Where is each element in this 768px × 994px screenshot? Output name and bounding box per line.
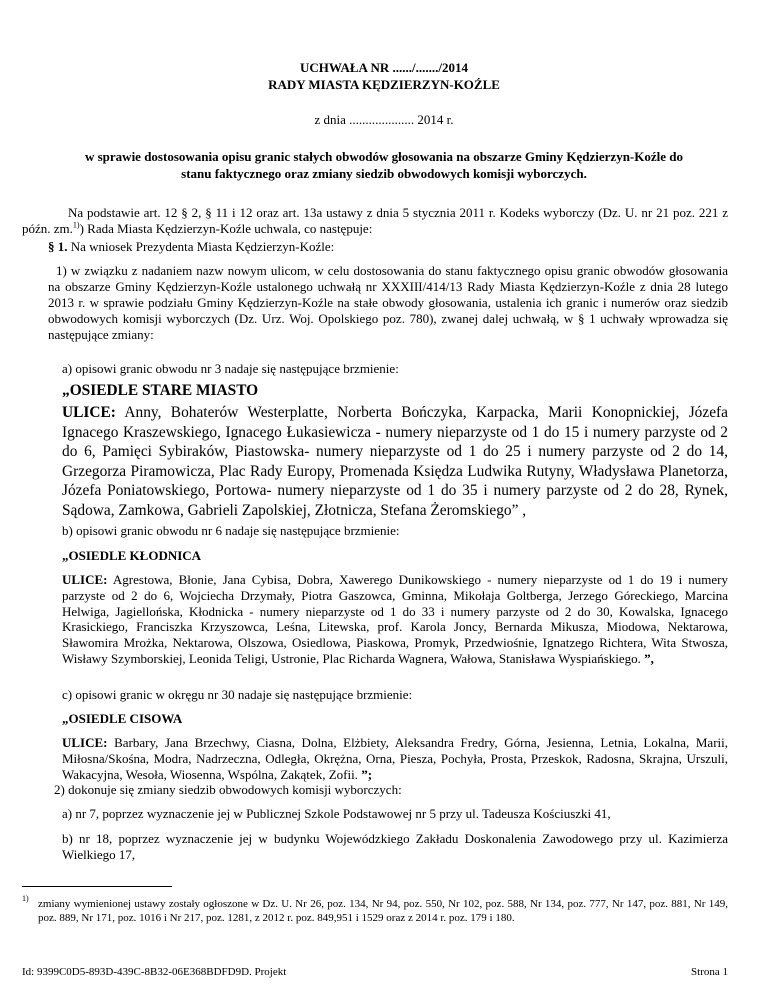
- footnote-text: zmiany wymienionej ustawy zostały ogłoszone w Dz. U. Nr 26, poz. 134, Nr 94, poz. 550, Nr 102, poz. 588, Nr 134, poz. 777, Nr 147, poz. 881, Nr 149, poz. 889, Nr 171, poz. 1016 i Nr 217, poz. 1281, z 2012 r. poz. 849,951 i 1529 oraz z 2014 r. poz. 179 i 180.: [38, 898, 728, 924]
- item-1a-streets: [62, 403, 728, 520]
- item-1a-streets-list: Anny, Bohaterów Westerplatte, Norberta Bończyka, Karpacka, Marii Konopnickiej, Józefa Ignacego Kraszewskiego, Ignacego Łukasiewicza - numery nieparzyste od 1 do 15 i numery parzyste od 2 do 6, Pamięci Sybiraków, Piastowska- numery nieparzyste od 1 do 25 i numery parzyste od 2 do 14, Grzegorza Piramowicza, Plac Rady Europy, Promenada Księdza Ludwika Rutyny, Władysława Planetorza, Józefa Poniatowskiego, Portowa- numery nieparzyste od 1 do 35 i numery parzyste od 2 do 28, Rynek, Sądowa, Zamkowa, Gabrieli Zapolskiej, Złotnicza, Stefana Żeromskiego” ,: [62, 404, 728, 519]
- item-2a: a) nr 7, poprzez wyznaczenie jej w Publicznej Szkole Podstawowej nr 5 przy ul. Tadeusza Kościuszki 41,: [62, 806, 611, 821]
- document-id: Id: 9399C0D5-893D-439C-8B32-06E368BDFD9D. Projekt: [22, 966, 287, 978]
- item-1c-intro: c) opisowi granic w okręgu nr 30 nadaje się następujące brzmienie:: [62, 687, 413, 702]
- item-2b: b) nr 18, poprzez wyznaczenie jej w budynku Wojewódzkiego Zakładu Doskonalenia Zawodowego przy ul. Kazimierza Wielkiego 17,: [62, 831, 728, 862]
- paragraph-1-text: Na wniosek Prezydenta Miasta Kędzierzyn-Koźle:: [67, 239, 335, 254]
- item-1b-intro: b) opisowi granic obwodu nr 6 nadaje się następujące brzmienie:: [62, 523, 400, 538]
- item-1b-streets-list: Agrestowa, Błonie, Jana Cybisa, Dobra, Xawerego Dunikowskiego - numery nieparzyste od 1 do 19 i numery parzyste od 2 do 6, Wojciecha Drzymały, Piotra Gaszowca, Gminna, Mikołaja Goltberga, Jerzego Góreckiego, Marcina Helwiga, Jagiellońska, Kłodnicka - numery nieparzyste od 1 do 33 i numery parzyste od 2 do 30, Kowalska, Ignacego Krasickiego, Franciszka Krzyszowca, Leśna, Litewska, prof. Karola Joncy, Bernarda Mikusza, Miodowa, Nektarowa, Sławomira Mrożka, Nektarowa, Olszowa, Osiedlowa, Piaskowa, Promyk, Przedwiośnie, Ignatzego Richtera, Wita Stwosza, Wisławy Szymborskiej, Leonida Teligi, Ustronie, Plac Richarda Wagnera, Wałowa, Stanisława Wyspiańskiego.: [62, 572, 728, 666]
- council-name: RADY MIASTA KĘDZIERZYN-KOŹLE: [268, 77, 500, 92]
- preamble: [22, 205, 728, 237]
- subject-line-2: stanu faktycznego oraz zmiany siedzib obwodowych komisji wyborczych.: [181, 166, 587, 181]
- item-1a-heading: „OSIEDLE STARE MIASTO: [62, 382, 259, 399]
- resolution-number: UCHWAŁA NR ....../......./2014: [300, 60, 468, 75]
- footnote-separator: [22, 886, 172, 887]
- preamble-text: Na podstawie art. 12 § 2, § 11 i 12 oraz art. 13a ustawy z dnia 5 stycznia 2011 r. Kodeks wyborczy (Dz. U. nr 21 poz. 221 z późn. zm.: [22, 205, 728, 236]
- item-1: 1) w związku z nadaniem nazw nowym ulicom, w celu dostosowania do stanu faktycznego opisu granic obwodów głosowania na obszarze Gminy Kędzierzyn-Koźle ustalonego uchwałą nr XXXIII/414/13 Rady Miasta Kędzierzyn-Koźle z dnia 28 lutego 2013 r. w sprawie podziału Gminy Kędzierzyn-Koźle na stałe obwody głosowania, ustalenia ich granic i numerów oraz siedzib obwodowych komisji wyborczych (Dz. Urz. Woj. Opolskiego poz. 780), zwanej dalej uchwałą, w § 1 uchwały wprowadza się następujące zmiany:: [48, 263, 728, 342]
- page-number: Strona 1: [691, 966, 728, 978]
- item-1b-heading: „OSIEDLE KŁODNICA: [62, 548, 202, 563]
- item-1a-streets-label: ULICE:: [62, 404, 116, 421]
- item-1c-streets-label: ULICE:: [62, 735, 108, 750]
- item-1b-closing: ”,: [640, 650, 654, 666]
- paragraph-1-label: § 1.: [48, 239, 68, 254]
- item-1b-streets: [62, 572, 728, 667]
- resolution-date: z dnia .................... 2014 r.: [314, 112, 454, 127]
- preamble-text-end: ) Rada Miasta Kędzierzyn-Koźle uchwala, co następuje:: [79, 221, 373, 236]
- item-1b-streets-label: ULICE:: [62, 572, 108, 587]
- resolution-subject: [40, 148, 728, 182]
- item-1c-streets-list: Barbary, Jana Brzechwy, Ciasna, Dolna, Elżbiety, Aleksandra Fredry, Górna, Jesienna, Letnia, Lokalna, Marii, Miłosna/Skośna, Modra, Nadrzeczna, Odległa, Okrężna, Orna, Piesza, Pochyła, Prosta, Przeskok, Radosna, Skrajna, Urszuli, Wakacyjna, Wesoła, Wiosenna, Wspólna, Zakątek, Zofii.: [62, 735, 728, 782]
- subject-line-1: w sprawie dostosowania opisu granic stałych obwodów głosowania na obszarze Gminy Kędzierzyn-Koźle do: [84, 149, 683, 164]
- item-2: 2) dokonuje się zmiany siedzib obwodowych komisji wyborczych:: [54, 782, 402, 797]
- footnote-reference: 1): [72, 220, 80, 230]
- paragraph-1: [48, 239, 728, 255]
- item-1c-streets: [62, 735, 728, 782]
- item-1c-closing: ”;: [357, 766, 373, 782]
- footnote-mark: 1): [22, 894, 29, 903]
- item-1a-intro: a) opisowi granic obwodu nr 3 nadaje się następujące brzmienie:: [62, 361, 399, 376]
- item-1c-heading: „OSIEDLE CISOWA: [62, 711, 183, 726]
